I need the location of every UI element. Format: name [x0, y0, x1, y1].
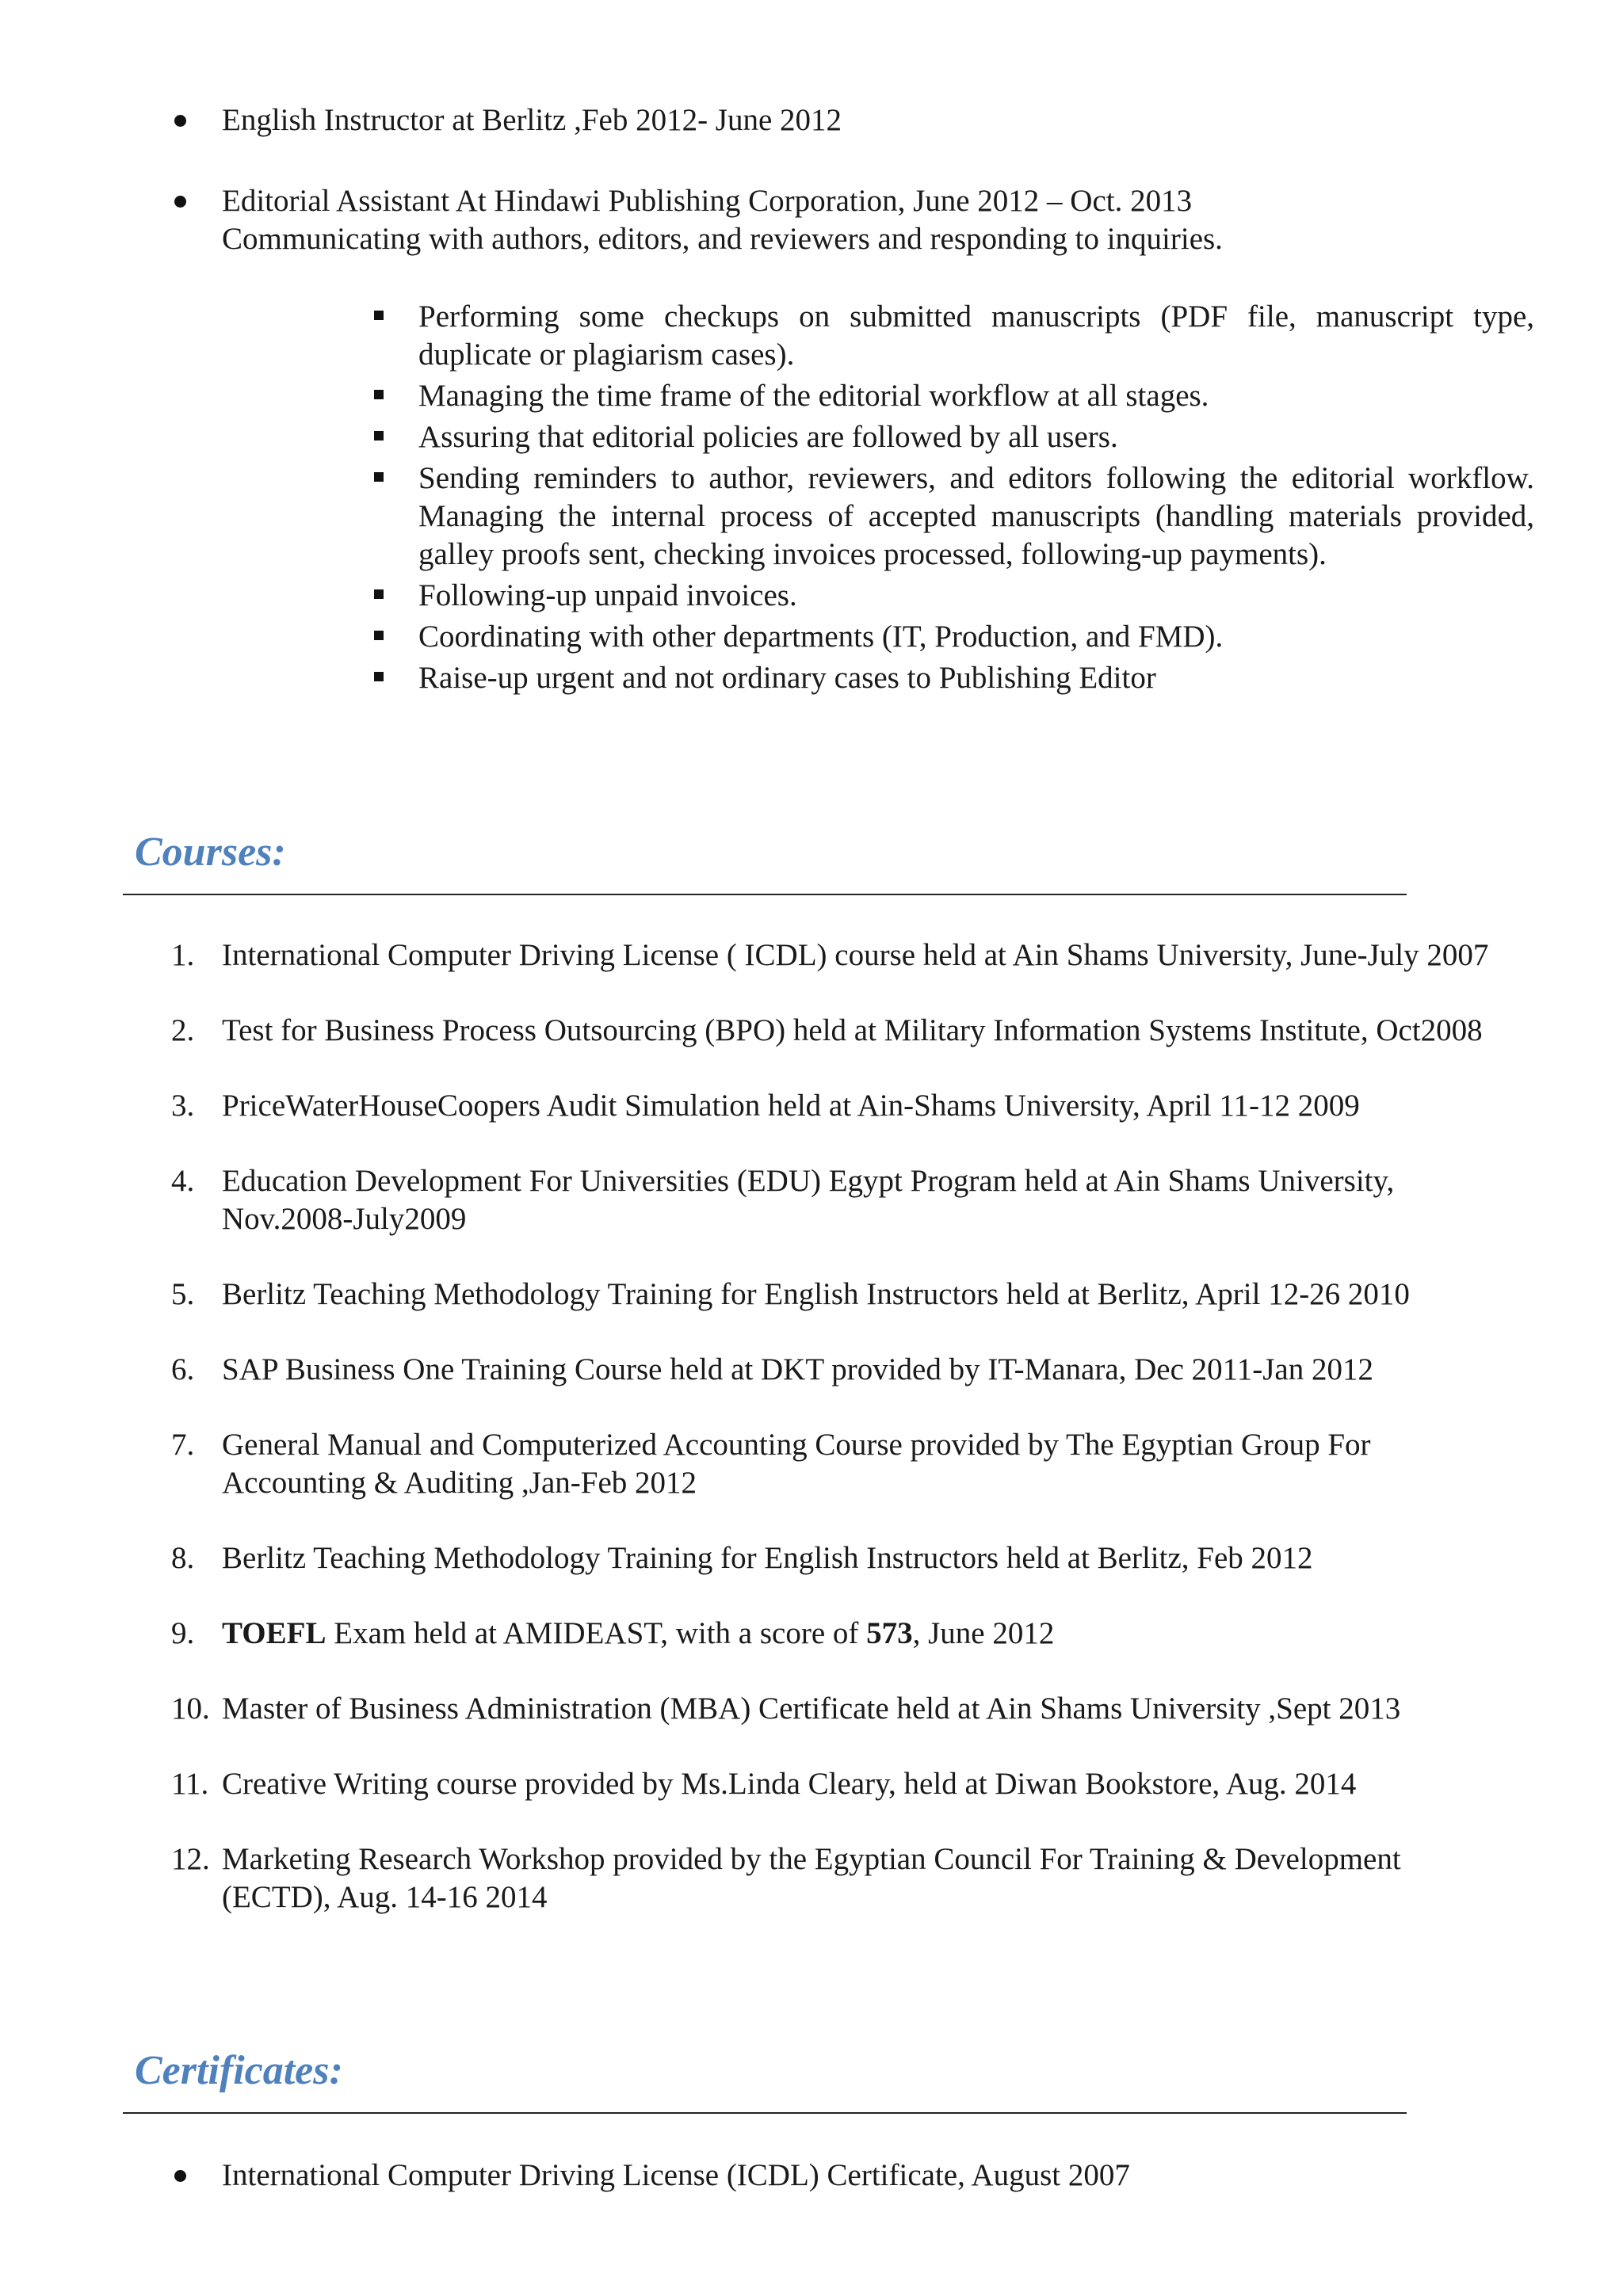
courses-divider [123, 894, 1407, 895]
square-bullet-icon [374, 431, 384, 441]
square-bullet-icon [374, 311, 384, 320]
duty-item: Managing the time frame of the editorial workflow at all stages. [418, 377, 1534, 415]
square-bullet-icon [374, 472, 384, 482]
bullet-icon [174, 196, 186, 208]
course-item: 8. Berlitz Teaching Methodology Training for English Instructors held at Berlitz, Feb 2012 [171, 1541, 1313, 1575]
course-item: 7. General Manual and Computerized Accounting Course provided by The Egyptian Group For Accounting & Auditing ,Jan-Feb 2012 [171, 1428, 1371, 1500]
course-item: 3. PriceWaterHouseCoopers Audit Simulation held at Ain-Shams University, April 11-12 2009 [171, 1089, 1360, 1123]
duty-item: Coordinating with other departments (IT, Production, and FMD). [418, 618, 1534, 656]
duty-item: Raise-up urgent and not ordinary cases to Publishing Editor [418, 659, 1534, 697]
certificates-heading: Certificates: [135, 2048, 343, 2093]
course-item: 12. Marketing Research Workshop provided by the Egyptian Council For Training & Development (ECTD), Aug. 14-16 2014 [171, 1842, 1401, 1914]
bullet-icon [174, 2170, 186, 2182]
square-bullet-icon [374, 390, 384, 399]
square-bullet-icon [374, 672, 384, 681]
course-item: 11. Creative Writing course provided by Ms.Linda Cleary, held at Diwan Bookstore, Aug. 2014 [171, 1767, 1357, 1801]
duty-item: Performing some checkups on submitted manuscripts (PDF file, manuscript type, duplicate or plagiarism cases). [418, 298, 1534, 374]
square-bullet-icon [374, 631, 384, 640]
certificate-item: International Computer Driving License (ICDL) Certificate, August 2007 [222, 2157, 1569, 2195]
course-item: 10. Master of Business Administration (MBA) Certificate held at Ain Shams University ,Sept 2013 [171, 1691, 1401, 1726]
experience-item [222, 101, 1569, 139]
course-item: 9. TOEFL Exam held at AMIDEAST, with a score of 573, June 2012 [171, 1616, 1055, 1650]
experience-title: English Instructor at Berlitz ,Feb 2012- June 2012 [222, 103, 842, 137]
course-item: 6. SAP Business One Training Course held at DKT provided by IT-Manara, Dec 2011-Jan 2012 [171, 1352, 1373, 1386]
duties-list [418, 298, 1534, 700]
experience-title: Editorial Assistant At Hindawi Publishing Corporation, June 2012 – Oct. 2013 [222, 184, 1193, 218]
course-item: 2. Test for Business Process Outsourcing (BPO) held at Military Information Systems Institute, Oct2008 [171, 1013, 1483, 1047]
course-item: 1. International Computer Driving License ( ICDL) course held at Ain Shams University, June-July 2007 [171, 938, 1489, 972]
certificates-divider [123, 2112, 1407, 2114]
duty-item: Following-up unpaid invoices. [418, 577, 1534, 615]
course-item: 4. Education Development For Universities (EDU) Egypt Program held at Ain Shams University, Nov.2008-July2009 [171, 1164, 1395, 1236]
courses-heading: Courses: [135, 830, 286, 875]
bullet-icon [174, 115, 186, 127]
duty-item: Sending reminders to author, reviewers, and editors following the editorial workflow. Managing the internal process of accepted manuscripts (handling materials provided, galley proofs sent, checking invoices processed, following-up payments). [418, 460, 1534, 574]
experience-summary: Communicating with authors, editors, and reviewers and responding to inquiries. [222, 222, 1223, 256]
duty-item: Assuring that editorial policies are followed by all users. [418, 418, 1534, 456]
square-bullet-icon [374, 589, 384, 599]
experience-item [222, 182, 1569, 258]
course-item: 5. Berlitz Teaching Methodology Training for English Instructors held at Berlitz, April 12-26 2010 [171, 1277, 1410, 1311]
